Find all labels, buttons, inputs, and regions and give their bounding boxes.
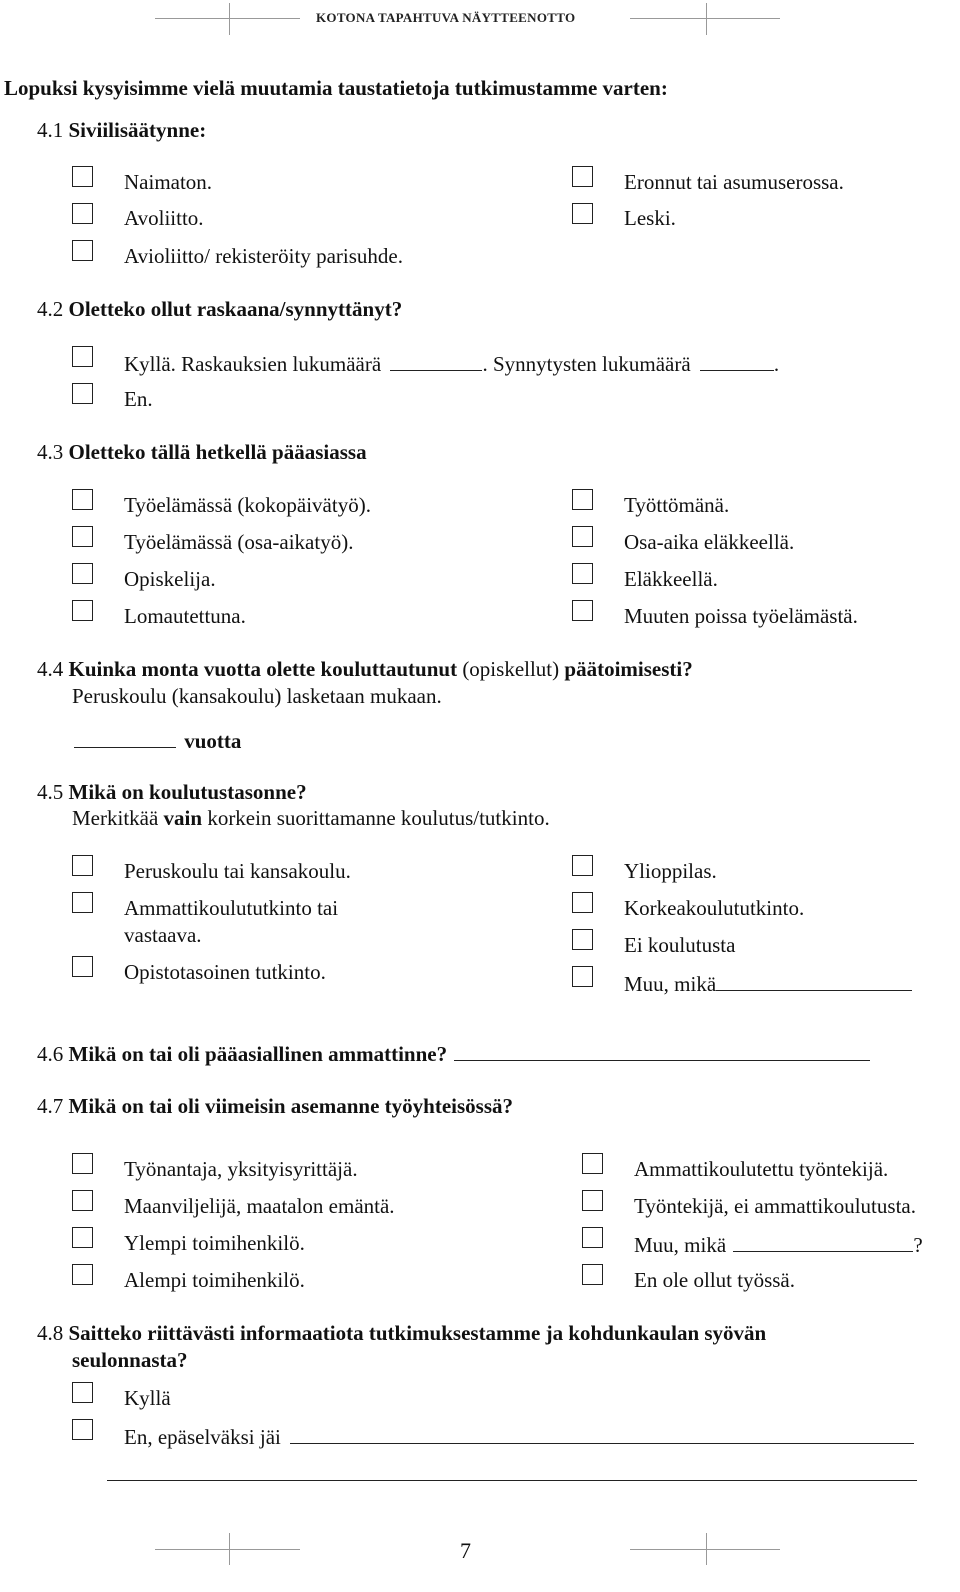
q45-other-field[interactable] — [716, 972, 912, 991]
q43-number: 4.3 — [37, 440, 64, 464]
q47-checkbox-other[interactable] — [582, 1227, 603, 1248]
q41-checkbox-eronnut[interactable] — [572, 166, 593, 187]
footer-tick-right — [706, 1533, 707, 1565]
q47-option-label: Alempi toimihenkilö. — [124, 1268, 305, 1292]
q47-checkbox-lower-employee[interactable] — [72, 1264, 93, 1285]
q44-title-end: päätoimisesti? — [564, 657, 693, 681]
header-tick-right — [706, 3, 707, 35]
q43-option-label: Työelämässä (kokopäivätyö). — [124, 493, 371, 517]
q43-checkbox-fulltime[interactable] — [72, 489, 93, 510]
education-years-field[interactable] — [74, 729, 176, 748]
q42-births-label: . Synnytysten lukumäärä — [482, 352, 691, 376]
q47-option-label: Ammattikoulutettu työntekijä. — [634, 1157, 889, 1181]
q43-option-label: Muuten poissa työelämästä. — [624, 604, 858, 628]
q47-other-suffix: ? — [913, 1233, 923, 1257]
occupation-field[interactable] — [454, 1042, 870, 1061]
q47-number: 4.7 — [37, 1094, 64, 1118]
q45-checkbox-matriculation[interactable] — [572, 855, 593, 876]
q45-note-bold: vain — [163, 806, 203, 830]
q48-no-row — [124, 1425, 914, 1448]
q43-title: Oletteko tällä hetkellä pääasiassa — [68, 440, 367, 464]
q48-reason-field[interactable] — [290, 1425, 914, 1444]
q43-checkbox-laidoff[interactable] — [72, 600, 93, 621]
q43-option-label: Työelämässä (osa-aikatyö). — [124, 530, 354, 554]
q47-heading — [37, 1096, 513, 1117]
q47-checkbox-never-worked[interactable] — [582, 1264, 603, 1285]
q48-checkbox-no[interactable] — [72, 1419, 93, 1440]
q46-heading — [37, 1042, 870, 1065]
q47-checkbox-upper-employee[interactable] — [72, 1227, 93, 1248]
q43-option-label: Opiskelija. — [124, 567, 216, 591]
footer-tick-left — [229, 1533, 230, 1565]
q42-yes-row — [124, 352, 779, 375]
q45-option-label: Ammattikoulututkinto tai — [124, 896, 339, 920]
q45-checkbox-none[interactable] — [572, 929, 593, 950]
q45-checkbox-university[interactable] — [572, 892, 593, 913]
q41-number: 4.1 — [37, 118, 64, 142]
q41-heading — [37, 120, 206, 141]
q44-note: Peruskoulu (kansakoulu) lasketaan mukaan. — [72, 684, 442, 708]
q45-option-label: Ei koulutusta — [624, 933, 736, 957]
footer-rule-left — [155, 1549, 300, 1550]
q43-option-label: Lomautettuna. — [124, 604, 246, 628]
q47-checkbox-skilled-worker[interactable] — [582, 1153, 603, 1174]
q47-title: Mikä on tai oli viimeisin asemanne työyhteisössä? — [68, 1094, 514, 1118]
q47-option-label: En ole ollut työssä. — [634, 1268, 795, 1292]
q43-checkbox-other[interactable] — [572, 600, 593, 621]
q44-years-row — [74, 729, 241, 752]
q47-other-row — [634, 1233, 923, 1256]
q47-option-label: Työnantaja, yksityisyrittäjä. — [124, 1157, 358, 1181]
q48-number: 4.8 — [37, 1321, 64, 1345]
q41-option-label: Leski. — [624, 206, 676, 230]
q42-heading — [37, 299, 402, 320]
q45-option-label: Ylioppilas. — [624, 859, 717, 883]
q44-title: Kuinka monta vuotta olette kouluttautunut — [68, 657, 458, 681]
q44-heading — [37, 659, 693, 680]
q43-checkbox-parttime-retired[interactable] — [572, 526, 593, 547]
q45-heading — [37, 782, 307, 803]
q43-checkbox-student[interactable] — [72, 563, 93, 584]
q48-option-label: Kyllä — [124, 1386, 171, 1410]
q41-title: Siviilisäätynne: — [68, 118, 207, 142]
q45-checkbox-basic[interactable] — [72, 855, 93, 876]
q45-option-label: Peruskoulu tai kansakoulu. — [124, 859, 351, 883]
q45-option-label-cont: vastaava. — [124, 923, 202, 947]
q41-checkbox-naimaton[interactable] — [72, 166, 93, 187]
q48-title-line2: seulonnasta? — [72, 1348, 188, 1372]
q42-checkbox-no[interactable] — [72, 383, 93, 404]
q48-heading — [37, 1323, 766, 1344]
q41-option-label: Eronnut tai asumuserossa. — [624, 170, 844, 194]
q47-checkbox-farmer[interactable] — [72, 1190, 93, 1211]
q45-note-post: korkein suorittamanne koulutus/tutkinto. — [207, 806, 550, 830]
header-rule-left — [155, 18, 300, 19]
q41-checkbox-avoliitto[interactable] — [72, 203, 93, 224]
q47-other-field[interactable] — [733, 1233, 913, 1252]
q45-checkbox-other[interactable] — [572, 966, 593, 987]
intro-text: Lopuksi kysyisimme vielä muutamia taustatietoja tutkimustamme varten: — [4, 76, 668, 100]
footer-rule-right — [630, 1549, 780, 1550]
q48-option-label: En, epäselväksi jäi — [124, 1425, 281, 1449]
q42-title: Oletteko ollut raskaana/synnyttänyt? — [68, 297, 403, 321]
q45-option-label: Muu, mikä — [624, 972, 717, 996]
q41-checkbox-avioliitto[interactable] — [72, 240, 93, 261]
q41-option-label: Avoliitto. — [124, 206, 204, 230]
q48-title-line1: Saitteko riittävästi informaatiota tutkimuksestamme ja kohdunkaulan syövän — [68, 1321, 767, 1345]
q43-option-label: Osa-aika eläkkeellä. — [624, 530, 795, 554]
page-number: 7 — [460, 1538, 471, 1563]
pregnancies-count-field[interactable] — [390, 352, 482, 371]
q44-number: 4.4 — [37, 657, 64, 681]
q42-yes-end: . — [773, 352, 780, 376]
q45-option-label: Opistotasoinen tutkinto. — [124, 960, 326, 984]
q45-option-label: Korkeakoulututkinto. — [624, 896, 805, 920]
q43-option-label: Työttömänä. — [624, 493, 730, 517]
q43-option-label: Eläkkeellä. — [624, 567, 718, 591]
q42-no-label: En. — [124, 387, 153, 411]
q43-heading — [37, 442, 367, 463]
q44-title-mid: (opiskellut) — [462, 657, 560, 681]
q42-checkbox-yes[interactable] — [72, 346, 93, 367]
q46-title: Mikä on tai oli pääasiallinen ammattinne? — [68, 1042, 448, 1066]
q47-option-label: Ylempi toimihenkilö. — [124, 1231, 305, 1255]
q45-other-row — [624, 972, 912, 995]
header-rule-right — [630, 18, 780, 19]
q48-checkbox-yes[interactable] — [72, 1382, 93, 1403]
q44-unit: vuotta — [184, 729, 242, 753]
q41-option-label: Naimaton. — [124, 170, 213, 194]
q43-checkbox-parttime[interactable] — [72, 526, 93, 547]
q47-checkbox-unskilled-worker[interactable] — [582, 1190, 603, 1211]
q46-number: 4.6 — [37, 1042, 64, 1066]
q42-yes-label: Kyllä. Raskauksien lukumäärä — [124, 352, 382, 376]
q47-checkbox-employer[interactable] — [72, 1153, 93, 1174]
births-count-field[interactable] — [700, 352, 774, 371]
q41-option-label: Avioliitto/ rekisteröity parisuhde. — [124, 244, 403, 268]
q47-option-label: Muu, mikä — [634, 1233, 727, 1257]
q48-reason-line-2[interactable] — [107, 1480, 917, 1481]
q42-number: 4.2 — [37, 297, 64, 321]
q47-option-label: Maanviljelijä, maatalon emäntä. — [124, 1194, 395, 1218]
q45-checkbox-college[interactable] — [72, 956, 93, 977]
q45-note — [72, 808, 550, 829]
q43-checkbox-unemployed[interactable] — [572, 489, 593, 510]
header-title: KOTONA TAPAHTUVA NÄYTTEENOTTO — [316, 10, 576, 25]
header-tick-left — [229, 3, 230, 35]
q45-checkbox-vocational[interactable] — [72, 892, 93, 913]
q45-note-pre: Merkitkää — [72, 806, 159, 830]
q43-checkbox-retired[interactable] — [572, 563, 593, 584]
q45-title: Mikä on koulutustasonne? — [68, 780, 307, 804]
q45-number: 4.5 — [37, 780, 64, 804]
q47-option-label: Työntekijä, ei ammattikoulutusta. — [634, 1194, 916, 1218]
q41-checkbox-leski[interactable] — [572, 203, 593, 224]
